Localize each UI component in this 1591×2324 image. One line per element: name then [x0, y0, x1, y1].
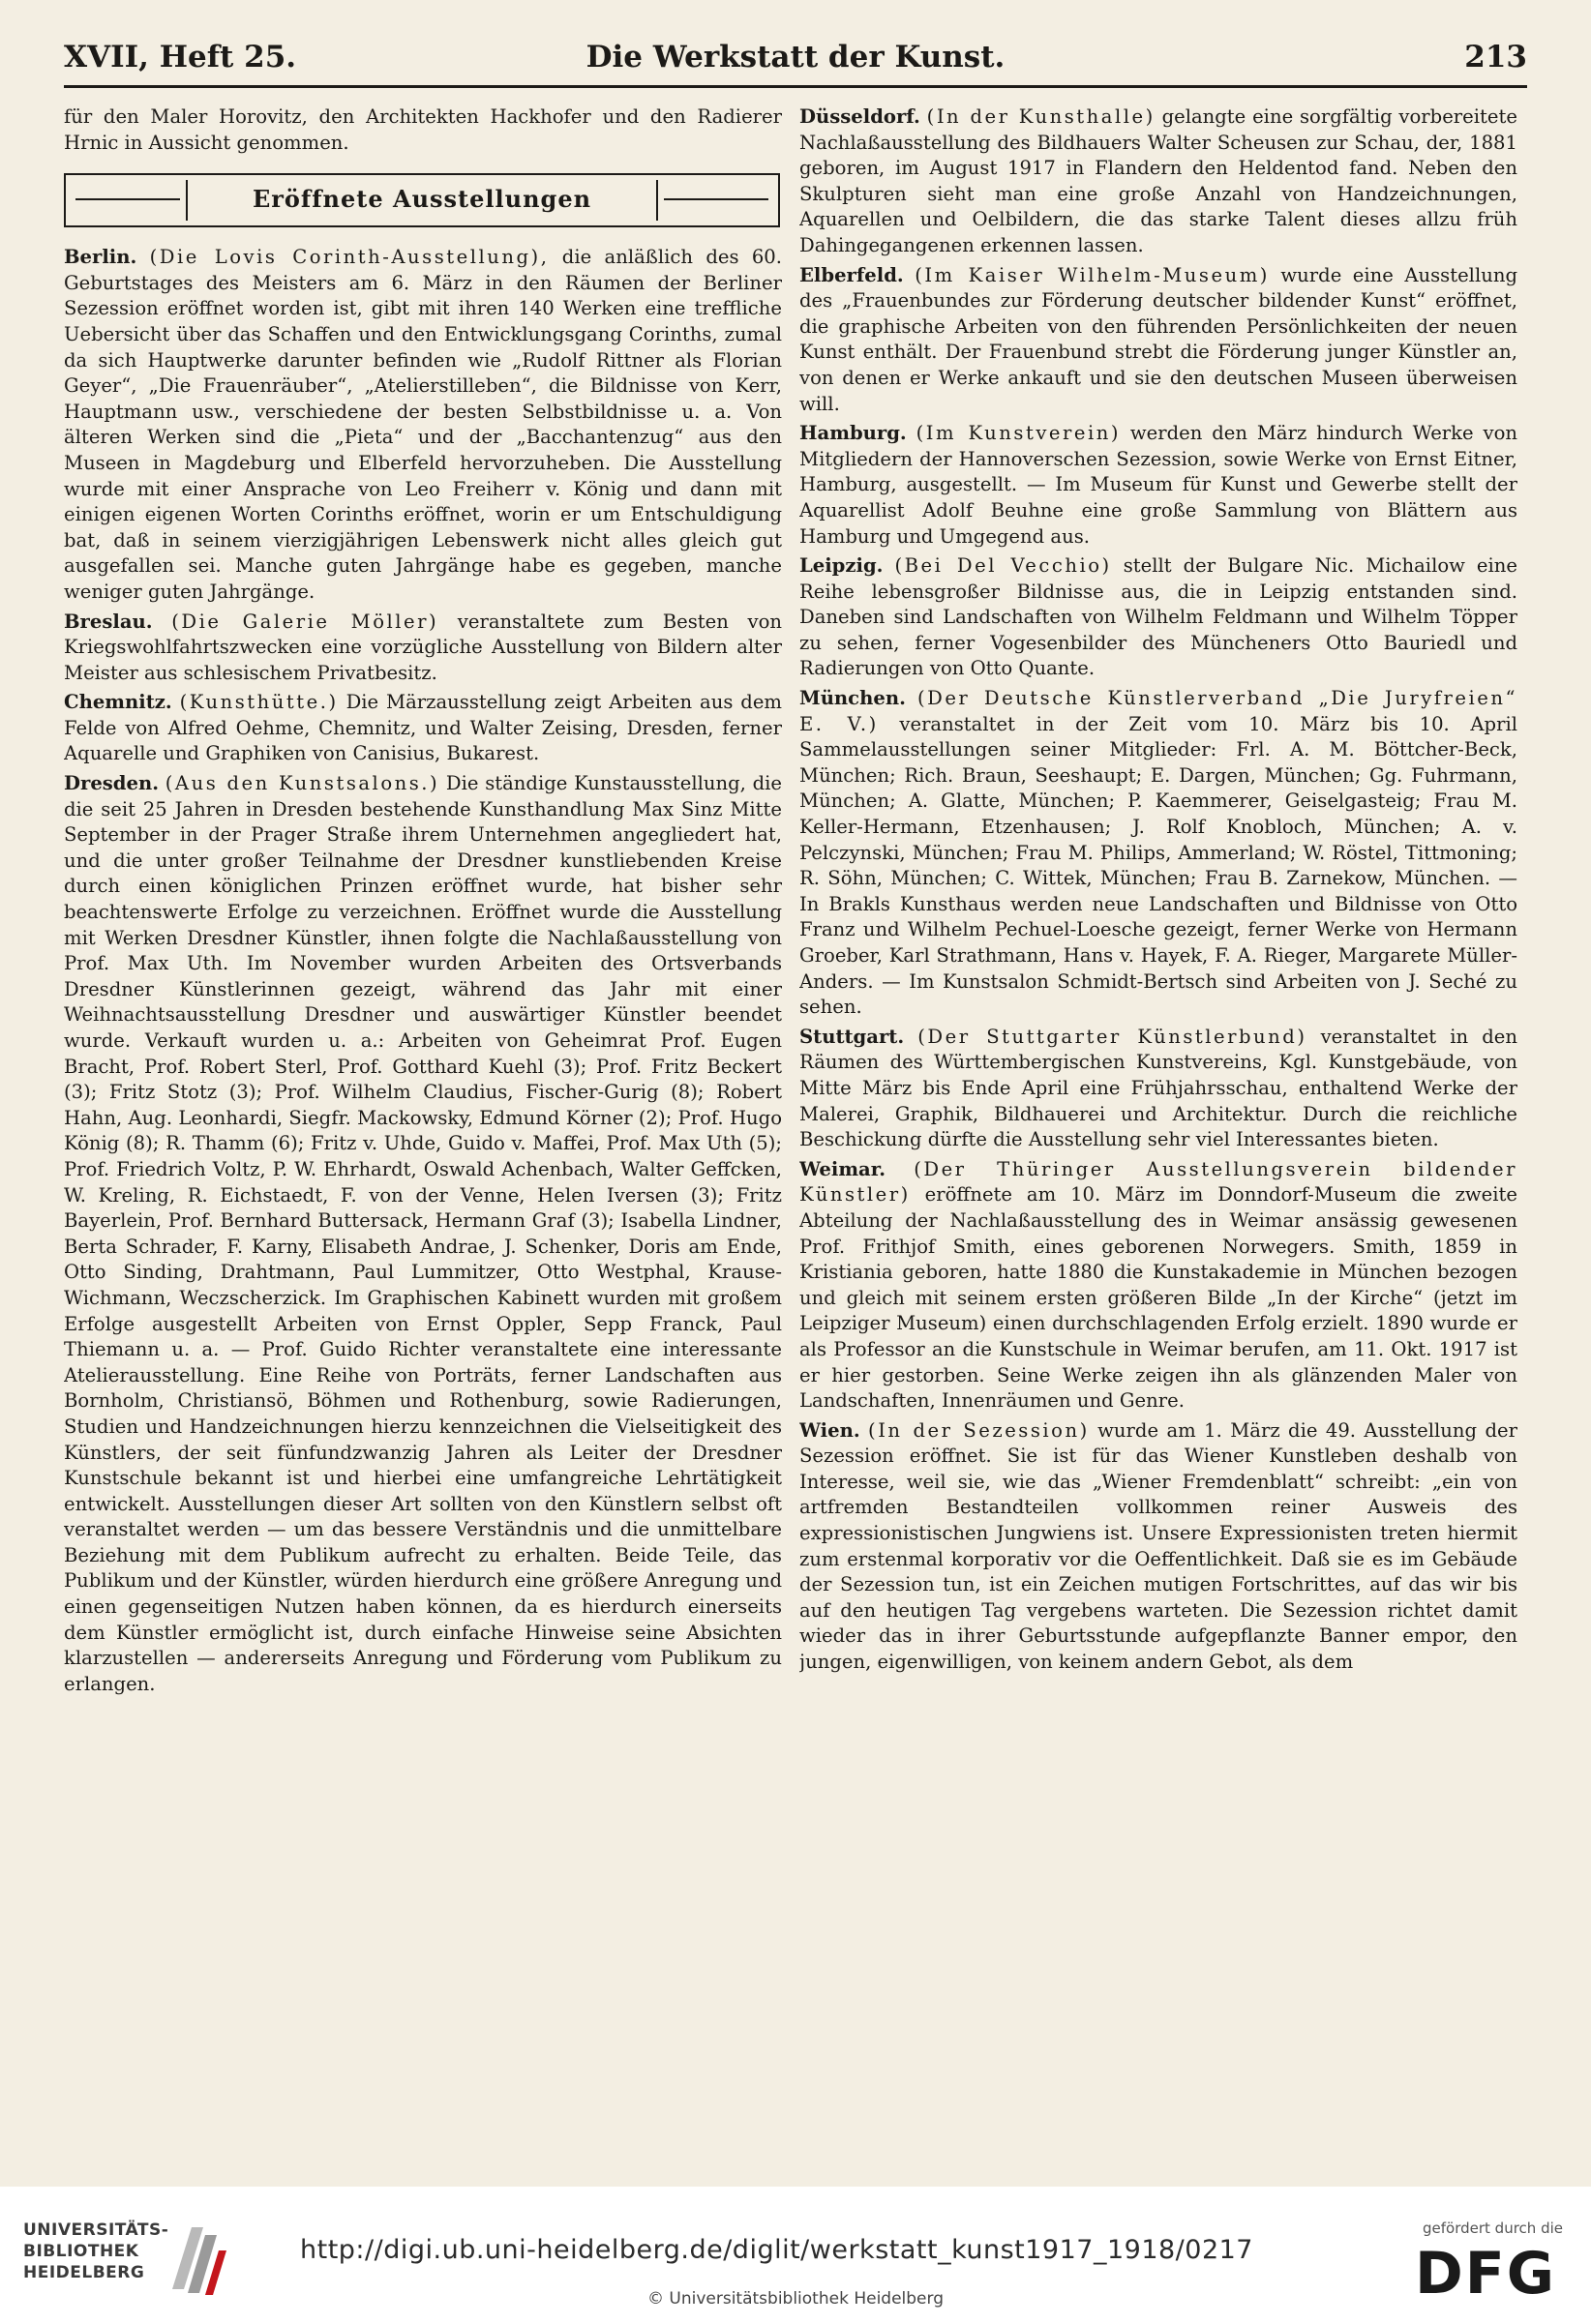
permalink-url[interactable]: http://digi.ub.uni-heidelberg.de/diglit/werkstatt_kunst1917_1918/0217 [300, 2235, 1253, 2265]
entry-text: veranstaltet in der Zeit vom 10. März bis 10. April Sammelausstellungen seiner Mitglieder: Frl. A. M. Böttcher-Beck, München; Rich. Braun, Seeshaupt; E. Dargen, München; Gg. Fuhrmann, München; A. Glatte, München; P. Kaemmerer, Geiselgasteig; Frau M. Keller-Hermann, Etzenhausen; J. Rolf Knobloch, München; A. v. Pelczynski, München; Frau M. Philips, Ammerland; W. Röstel, Tittmoning; R. Söhn, München; C. Wittek, München; Frau B. Zarnekow, München. — In Brakls Kunsthaus werden neue Landschaften und Bildnisse von Otto Franz und Wilhelm Pechuel-Loesche gezeigt, ferner Werke von Hermann Groeber, Karl Strathmann, Hans v. Hayek, F. A. Rieger, Margarete Müller-Anders. — Im Kunstsalon Schmidt-Bertsch sind Arbeiten von J. Seché zu sehen. [799, 712, 1517, 1019]
entry-city: Berlin. [64, 246, 137, 269]
entry-berlin [64, 245, 782, 605]
entry-lead: (Im Kaiser Wilhelm-Museum) [915, 263, 1270, 286]
entry-lead: (Der Thüringer Ausstellungsverein bildender Künstler) [799, 1157, 1517, 1207]
entry-text: Die ständige Kunstausstellung, die die seit 25 Jahren in Dresden bestehende Kunsthandlung Max Sinz Mitte September in der Prager Straße ihrem Unternehmen angegliedert hat, und die unter großer Teilnahme der Dresdner kunstliebenden Kreise durch einen königlichen Prinzen eröffnet wurde, hat bisher sehr beachtenswerte Erfolge zu verzeichnen. Eröffnet wurde die Ausstellung mit Werken Dresdner Künstler, ihnen folgte die Nachlaßausstellung von Prof. Max Uth. Im November wurden Arbeiten des Ortsverbands Dresdner Künstlerinnen gezeigt, während das Jahr mit einer Weihnachtsausstellung Dresdner und auswärtiger Künstler beendet wurde. Verkauft wurden u. a.: Arbeiten von Geheimrat Prof. Eugen Bracht, Prof. Robert Sterl, Prof. Gotthard Kuehl (3); Prof. Fritz Beckert (3); Fritz Stotz (3); Prof. Wilhelm Claudius, Fischer-Gurig (8); Robert Hahn, Aug. Leonhardi, Siegfr. Mackowsky, Edmund Körner (2); Prof. Hugo König (8); R. Thamm (6); Fritz v. Uhde, Guido v. Maffei, Prof. Max Uth (5); Prof. Friedrich Voltz, P. W. Ehrhardt, Oswald Achenbach, Walter Geffcken, W. Kreling, R. Eichstaedt, F. von der Venne, Helen Iversen (3); Fritz Bayerlein, Prof. Bernhard Buttersack, Hermann Graf (3); Isabella Lindner, Berta Schrader, F. Karny, Elisabeth Andrae, J. Schenker, Doris am Ende, Otto Sinding, Drahtmann, Paul Lummitzer, Otto Westphal, Krause-Wichmann, Weczscherzick. Im Graphischen Kabinett wurden mit großem Erfolge ausgestellt Arbeiten von Ernst Oppler, Sepp Franck, Paul Thiemann u. a. — Prof. Guido Richter veranstaltete eine interessante Atelierausstellung. Eine Reihe von Porträts, ferner Landschaften aus Bornholm, Christiansö, Böhmen und Rothenburg, sowie Radierungen, Studien und Handzeichnungen hierzu kennzeichnen die Vielseitigkeit des Künstlers, der seit fünfundzwanzig Jahren als Leiter der Dresdner Kunstschule bekannt ist und hierbei eine umfangreiche Lehrtätigkeit entwickelt. Ausstellungen dieser Art sollten von den Künstlern selbst oft veranstaltet werden — um das bessere Verständnis und die unmittelbare Beziehung mit dem Publikum aufrecht zu erhalten. Beide Teile, das Publikum und der Künstler, würden hierdurch eine größere Anregung und einen gegenseitigen Nutzen haben können, da es hierdurch einerseits dem Künstler ermöglicht ist, durch einfache Hinweise seine Absichten klarzustellen — andererseits Anregung und Förderung vom Publikum zu erlangen. [64, 772, 782, 1695]
entry-duesseldorf [799, 104, 1517, 259]
entry-text: veranstaltete zum Besten von Kriegswohlfahrtszwecken eine vorzügliche Ausstellung von Bildern alter Meister aus schlesischem Privatbesitz. [64, 610, 782, 684]
entry-text: wurde eine Ausstellung des „Frauenbundes zur Förderung deutscher bildender Kunst“ eröffnet, die graphische Arbeiten von den führenden Persönlichkeiten der neuen Kunst enthält. Der Frauenbund strebt die Förderung junger Künstler an, von denen er Werke ankauft und sie den deutschen Museen überweisen will. [799, 263, 1517, 415]
entry-text: stellt der Bulgare Nic. Michailow eine Reihe lebensgroßer Bildnisse aus, die in Leipzig entstanden sind. Daneben sind Landschaften von Wilhelm Feldmann und Wilhelm Töpper zu sehen, ferner Vogesenbilder des Müncheners Otto Bauriedl und Radierungen von Otto Quante. [799, 554, 1517, 680]
entry-text: werden den März hindurch Werke von Mitgliedern der Hannoverschen Sezession, sowie Werke von Ernst Eitner, Hamburg, ausgestellt. — Im Museum für Kunst und Gewerbe stellt der Aquarellist Adolf Beuhne eine große Sammlung von Blättern aus Hamburg und Umgegend aus. [799, 422, 1517, 548]
copyright-notice: © Universitätsbibliothek Heidelberg [646, 2289, 944, 2309]
entry-lead: (Bei Del Vecchio) [894, 554, 1112, 578]
dfg-logo[interactable]: DFG [1415, 2240, 1557, 2308]
entry-lead: (Im Kunstverein) [916, 422, 1121, 445]
library-name-line: BIBLIOTHEK [23, 2242, 139, 2261]
entry-city: Wien. [799, 1418, 860, 1442]
entry-leipzig [799, 553, 1517, 682]
entry-lead: (Der Stuttgarter Künstlerbund) [917, 1025, 1307, 1048]
entry-city: Elberfeld. [799, 263, 904, 286]
entry-elberfeld [799, 263, 1517, 418]
library-name-line: HEIDELBERG [23, 2263, 145, 2282]
entry-city: Düsseldorf. [799, 105, 920, 128]
page-number: 213 [1464, 40, 1527, 74]
entry-dresden [64, 771, 782, 1697]
funding-label: gefördert durch die [1423, 2220, 1563, 2237]
entry-muenchen [799, 686, 1517, 1021]
left-column [64, 104, 782, 2179]
entry-stuttgart [799, 1025, 1517, 1153]
running-head [64, 29, 1527, 88]
entry-lead: (Der Deutsche Künstlerverband „Die Juryfreien“ E. V.) [799, 687, 1517, 735]
entry-lead: (In der Sezession) [868, 1418, 1090, 1442]
entry-city: Chemnitz. [64, 691, 172, 714]
heading-rule-left [75, 198, 180, 200]
viewer-footer [0, 2187, 1591, 2324]
library-emblem-icon [166, 2221, 228, 2299]
entry-lead: (Die Galerie Möller) [171, 610, 439, 633]
heading-rule-right [664, 198, 768, 200]
entry-lead: (Kunsthütte.) [179, 691, 339, 714]
entry-city: Dresden. [64, 772, 160, 795]
library-name [23, 2220, 168, 2283]
entry-text: veranstaltet in den Räumen des Württembergischen Kunstvereins, Kgl. Kunstgebäude, von Mitte März bis Ende April eine Frühjahrsschau, enthaltend Werke der Malerei, Graphik, Bildhauerei und Architektur. Durch die reichliche Beschickung dürfte die Ausstellung sehr viel Interessantes bieten. [799, 1025, 1517, 1151]
journal-title: Die Werkstatt der Kunst. [585, 40, 1006, 74]
entry-text: Die Märzausstellung zeigt Arbeiten aus dem Felde von Alfred Oehme, Chemnitz, und Walter Zeising, Dresden, ferner Aquarelle und Graphiken von Canisius, Bukarest. [64, 691, 782, 765]
entry-text: wurde am 1. März die 49. Ausstellung der Sezession eröffnet. Sie ist für das Wiener Kunstleben deshalb von Interesse, weil sie, wie das „Wiener Fremdenblatt“ schreibt: „ein von artfremden Bestandteilen vollkommen reiner Ausweis des expressionistischen Jungwiens ist. Unsere Expressionisten treten hiermit zum erstenmal korporativ vor die Oeffentlichkeit. Daß sie es im Gebäude der Sezession tun, ist ein Zeichen mutigen Fortschrittes, auf das wir bis auf den heutigen Tag vergebens warteten. Die Sezession richtet damit wieder das in ihrer Geburtsstunde aufgepflanzte Banner empor, den jungen, eigenwilligen, von keinem andern Gebot, als dem [799, 1418, 1517, 1674]
entry-city: Leipzig. [799, 554, 884, 578]
library-name-line: UNIVERSITÄTS- [23, 2220, 169, 2240]
volume-issue: XVII, Heft 25. [64, 40, 297, 74]
entry-hamburg [799, 421, 1517, 550]
entry-lead: (Aus den Kunstsalons.) [165, 772, 440, 795]
intro-paragraph: für den Maler Horovitz, den Architekten Hackhofer und den Radierer Hrnic in Aussicht genommen. [64, 105, 782, 154]
entry-lead: (Die Lovis Corinth-Ausstellung), [149, 246, 550, 269]
entry-city: Breslau. [64, 610, 153, 633]
entry-city: München. [799, 687, 906, 710]
entry-chemnitz [64, 690, 782, 767]
entry-text: eröffnete am 10. März im Donndorf-Museum die zweite Abteilung der Nachlaßausstellung des in Weimar ansässig gewesenen Prof. Frithjof Smith, eines geborenen Norwegers. Smith, 1859 in Kristiania geboren, hatte 1880 die Kunstakademie in München bezogen und gleich mit seinem ersten größeren Bilde „In der Kirche“ (jetzt im Leipziger Museum) einen durchschlagenden Erfolg erzielt. 1890 wurde er als Professor an die Kunstschule in Weimar berufen, am 11. Okt. 1917 ist er hier gestorben. Seine Werke zeigen ihn als glänzenden Maler von Landschaften, Innenräumen und Genre. [799, 1183, 1517, 1413]
entry-text: die anläßlich des 60. Geburtstages des Meisters am 6. März in den Räumen der Berliner Sezession eröffnet worden ist, gibt mit ihren 140 Werken eine treffliche Uebersicht über das Schaffen und den Entwicklungsgang Corinths, zumal da sich Hauptwerke darunter befinden wie „Rudolf Rittner als Florian Geyer“, „Die Frauenräuber“, „Atelierstilleben“, die Bildnisse von Kerr, Hauptmann usw., verschiedene der besten Selbstbildnisse u. a. Von älteren Werken sind die „Pieta“ und der „Bacchantenzug“ aus den Museen in Magdeburg und Elberfeld hervorzuheben. Die Ausstellung wurde mit einer Ansprache von Leo Freiherr v. König und dann mit einigen eigenen Worten Corinths eröffnet, worin er um Entschuldigung bat, daß in seinem vierzigjährigen Lebenswerk nicht alles gleich gut ausgefallen sei. Manche guten Jahrgänge habe es gegeben, manche weniger guten Jahrgänge. [64, 246, 782, 603]
entry-weimar [799, 1157, 1517, 1415]
right-column [799, 104, 1517, 2179]
entry-text: gelangte eine sorgfältig vorbereitete Nachlaßausstellung des Bildhauers Walter Scheusen zur Schau, der, 1881 geboren, im August 1917 in Flandern den Heldentod fand. Neben den Skulpturen sieht man eine große Anzahl von Handzeichnungen, Aquarellen und Oelbildern, die das starke Talent dieses allzu früh Dahingegangenen erkennen lassen. [799, 105, 1517, 256]
entry-breslau [64, 610, 782, 687]
section-heading: Eröffnete Ausstellungen [186, 180, 658, 221]
entry-city: Hamburg. [799, 422, 907, 445]
entry-city: Stuttgart. [799, 1025, 905, 1048]
entry-city: Weimar. [799, 1157, 886, 1180]
entry-wien [799, 1418, 1517, 1676]
section-heading-box [64, 173, 780, 227]
entry-lead: (In der Kunsthalle) [926, 105, 1156, 128]
